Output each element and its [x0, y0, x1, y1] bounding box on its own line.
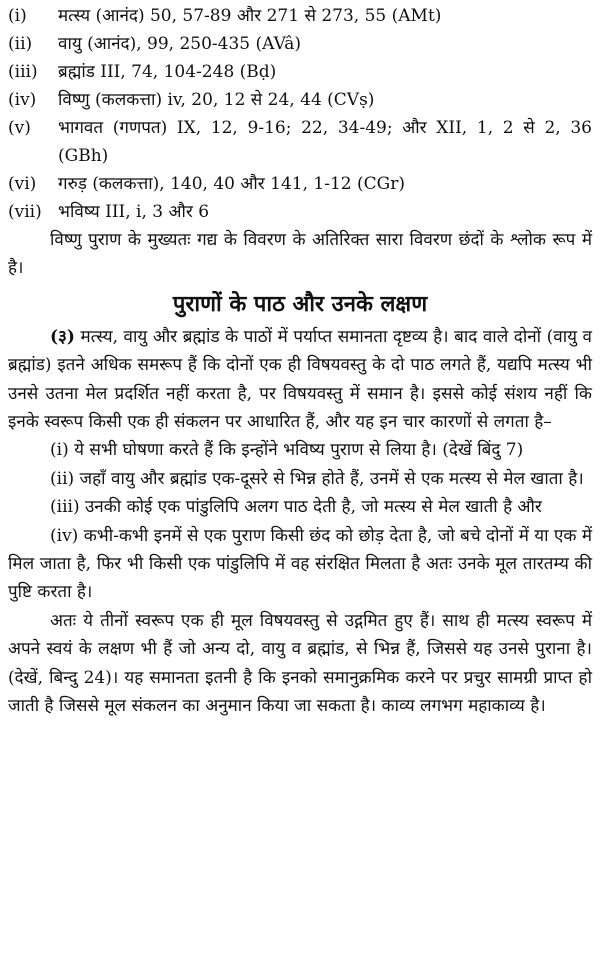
source-item-marker: (vi) [8, 174, 37, 194]
reason-paragraph: (i) ये सभी घोषणा करते हैं कि इन्होंने भविष्य पुराण से लिया है। (देखें बिंदु 7) [50, 440, 524, 461]
paragraph-3 [8, 323, 592, 437]
section-heading: पुराणों के पाठ और उनके लक्षण [172, 290, 428, 317]
source-item-marker: (iv) [8, 90, 37, 110]
intro-paragraph: विष्णु पुराण के मुख्यतः गद्य के विवरण के अतिरिक्त सारा विवरण छंदों के श्लोक रूप में है। [8, 230, 592, 279]
source-list [8, 2, 592, 226]
source-item-text: भविष्य III, i, 3 और 6 [58, 202, 210, 222]
paragraph-3-text: मत्स्य, वायु और ब्रह्मांड के पाठों में पर्याप्त समानता दृष्टव्य है। बाद वाले दोनों (वायु व ब्रह्मांड) इतने अधिक समरूप हैं कि दोनों एक ही विषयवस्तु के दो पाठ लगते हैं, यद्यपि मत्स्य भी उनसे उतना मेल प्रदर्शित नहीं करता है, पर विषयवस्तु में समान है। इससे कोई संशय नहीं कि इनके स्वरूप किसी एक ही संकलन पर आधारित हैं, और यह इन चार कारणों से लगता है– [8, 326, 592, 433]
reason-paragraph: (iv) कभी-कभी इनमें से एक पुराण किसी छंद को छोड़ देता है, जो बचे दोनों में या एक में मिल जाता है, फिर भी किसी एक पांडुलिपि में वह संरक्षित मिलता है अतः उनके मूल तारतम्य की पुष्टि करता है। [8, 525, 592, 603]
source-item-text: ब्रह्मांड III, 74, 104-248 (Bḍ) [58, 62, 277, 82]
source-item-marker: (v) [8, 118, 31, 138]
source-item [8, 2, 592, 30]
source-item [8, 198, 592, 226]
source-item-text: गरुड़ (कलकत्ता), 140, 40 और 141, 1-12 (CGr) [58, 174, 405, 194]
paragraph-number: (३) [50, 326, 75, 347]
reason-paragraph: (iii) उनकी कोई एक पांडुलिपि अलग पाठ देती है, जो मत्स्य से मेल खाती है और [50, 497, 542, 518]
source-item-text: वायु (आनंद), 99, 250-435 (AVâ) [58, 34, 302, 54]
source-item-text: भागवत (गणपत) IX, 12, 9-16; 22, 34-49; और XII, 1, 2 से 2, 36 (GBh) [58, 118, 592, 166]
reason-paragraph: (ii) जहाँ वायु और ब्रह्मांड एक-दूसरे से भिन्न होते हैं, उनमें से एक मत्स्य से मेल खाता है। [50, 468, 584, 489]
source-item [8, 30, 592, 58]
source-item-marker: (i) [8, 6, 27, 26]
source-item-text: मत्स्य (आनंद) 50, 57-89 और 271 से 273, 55 (AMt) [58, 6, 442, 26]
source-item [8, 114, 592, 170]
source-item-marker: (ii) [8, 34, 33, 54]
source-item [8, 86, 592, 114]
source-item [8, 58, 592, 86]
closing-paragraph: अतः ये तीनों स्वरूप एक ही मूल विषयवस्तु से उद्गमित हुए हैं। साथ ही मत्स्य स्वरूप में अपने स्वयं के लक्षण भी हैं जो अन्य दो, वायु व ब्रह्मांड, से भिन्न हैं, जिससे यह उनसे पुराना है। (देखें, बिन्दु 24)। यह समानता इतनी है कि इनको समानुक्रमिक करने पर प्रचुर सामग्री प्राप्त हो जाती है जिससे मूल संकलन का अनुमान किया जा सकता है। काव्य लगभग महाकाव्य है। [8, 610, 592, 717]
source-item-marker: (iii) [8, 62, 38, 82]
source-item-text: विष्णु (कलकत्ता) iv, 20, 12 से 24, 44 (CVṣ) [58, 90, 375, 110]
source-item [8, 170, 592, 198]
source-item-marker: (vii) [8, 202, 42, 222]
